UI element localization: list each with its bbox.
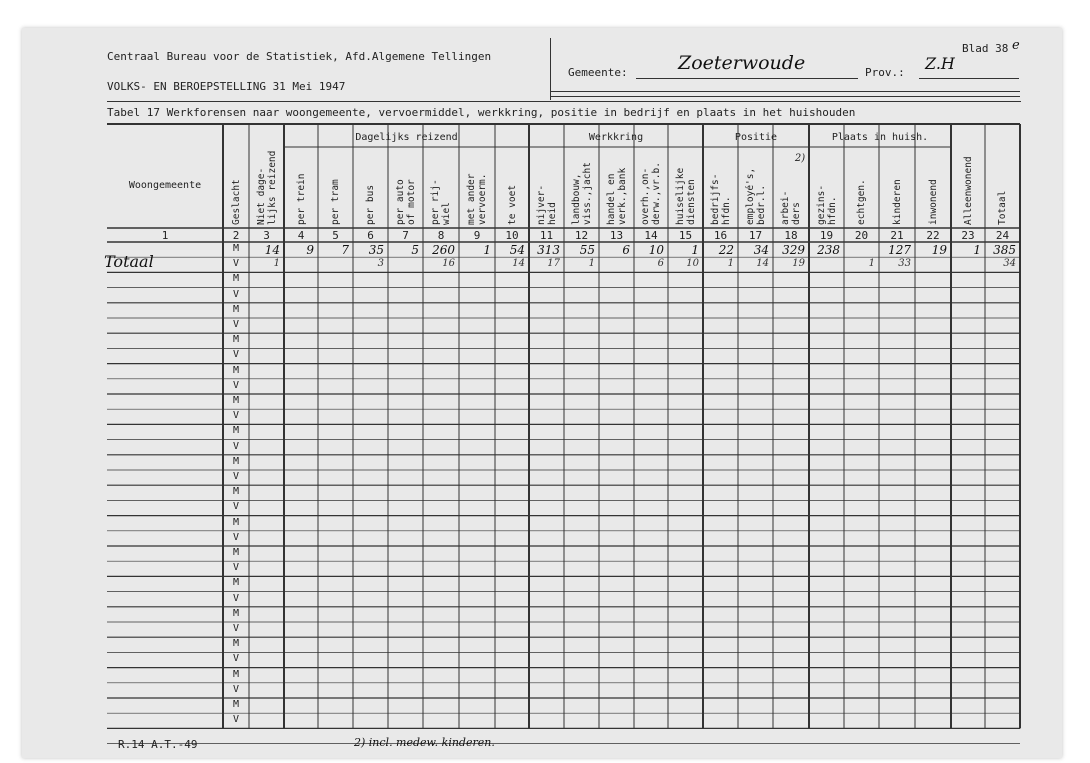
column-number: 10 <box>505 229 519 242</box>
column-header-line: Niet dage- <box>255 167 267 225</box>
column-number: 5 <box>332 229 339 242</box>
total-m-value: 22 <box>718 243 734 257</box>
total-v-value: 14 <box>756 258 769 270</box>
column-header-line: Alleenwonend <box>962 156 974 225</box>
sex-label: V <box>232 592 240 604</box>
column-header-line: per bus <box>365 184 376 225</box>
organization-heading: Centraal Bureau voor de Statistiek, Afd.Algemene Tellingen <box>107 50 492 63</box>
column-header <box>710 149 732 225</box>
column-header-line: employé's, <box>744 167 756 225</box>
column-number: 12 <box>574 229 589 242</box>
column-header <box>997 126 1008 225</box>
total-v-value: 3 <box>377 258 384 270</box>
column-header <box>606 149 628 225</box>
column-header-line: derw.,vr.b. <box>651 162 662 225</box>
sex-label: M <box>232 334 240 346</box>
column-header <box>963 126 974 225</box>
total-m-value: 9 <box>306 243 314 257</box>
total-m-value: 127 <box>888 243 911 257</box>
total-m-value: 329 <box>782 243 805 257</box>
gemeente-label: Gemeente: <box>568 66 628 79</box>
column-header <box>507 149 518 225</box>
column-number: 8 <box>437 229 445 242</box>
total-v-value: 6 <box>657 258 664 270</box>
sex-label: M <box>232 273 240 285</box>
sex-label: V <box>232 531 240 543</box>
sex-label: V <box>232 258 240 270</box>
sex-label: V <box>232 319 240 330</box>
blad-value: e <box>1012 38 1020 53</box>
column-header-line: hfdn. <box>826 196 838 225</box>
column-number: 15 <box>678 229 693 242</box>
total-v-value: 1 <box>727 258 734 270</box>
column-header <box>296 149 307 225</box>
column-header <box>571 149 593 225</box>
column-header-line: nijver- <box>535 184 547 225</box>
column-header <box>330 149 341 225</box>
column-header <box>892 149 903 225</box>
column-number: 21 <box>890 229 904 242</box>
column-header-line: bedrijfs- <box>709 173 721 225</box>
column-header-line: viss.,jacht <box>581 162 593 225</box>
column-header <box>466 149 488 225</box>
column-header-line: verk.,bank <box>616 167 628 225</box>
total-v-value: 1 <box>273 258 280 270</box>
column-header-line: hfdn. <box>720 196 732 225</box>
column-header-line: gezins- <box>815 184 827 225</box>
column-header <box>675 149 697 225</box>
sex-label: M <box>232 607 240 619</box>
column-header-line: te voet <box>506 184 518 225</box>
column-header <box>928 149 939 225</box>
column-header <box>816 149 838 225</box>
column-number: 11 <box>539 229 554 242</box>
total-m-value: 313 <box>537 243 560 257</box>
column-number: 20 <box>854 229 869 242</box>
census-title: VOLKS- EN BEROEPSTELLING 31 Mei 1947 <box>107 80 346 93</box>
column-header <box>430 149 452 225</box>
column-number: 9 <box>473 229 481 242</box>
sex-label: M <box>232 516 240 528</box>
total-m-value: 6 <box>622 243 630 257</box>
column-header-line: kinderen <box>891 179 903 225</box>
total-m-value: 34 <box>753 243 769 257</box>
total-v-value: 19 <box>792 258 805 270</box>
column-number: 14 <box>644 229 658 242</box>
sex-label: M <box>232 425 240 437</box>
total-m-value: 1 <box>973 243 981 257</box>
total-m-value: 19 <box>931 243 947 257</box>
column-header-line: diensten <box>685 179 697 225</box>
column-header-line: per rij- <box>430 179 441 225</box>
total-m-value: 260 <box>432 243 455 257</box>
column-number: 17 <box>748 229 763 242</box>
sex-label: M <box>232 668 240 680</box>
sex-label: M <box>232 455 240 467</box>
column-header <box>856 149 867 225</box>
column-number: 13 <box>609 229 624 242</box>
total-v-value: 34 <box>1003 258 1016 270</box>
column-header-line: huiselijke <box>674 167 686 225</box>
form-code: R.14 A.T.-49 <box>118 738 198 751</box>
total-m-value: 5 <box>411 243 419 257</box>
total-m-value: 55 <box>579 243 595 257</box>
column-header-line: vervoerm. <box>477 173 488 225</box>
column-header-line: Geslacht <box>230 179 242 225</box>
column-header-line: landbouw, <box>570 173 582 225</box>
column-header <box>395 149 417 225</box>
total-row-label: Totaal <box>104 252 154 271</box>
column-number: 6 <box>367 229 374 242</box>
column-header-woongemeente: Woongemeente <box>128 180 202 191</box>
column-header-line: handel en <box>605 173 617 225</box>
sex-label: M <box>232 303 240 315</box>
column-header-line: of motor <box>405 179 417 225</box>
sex-label: M <box>232 577 240 589</box>
column-header <box>745 149 767 225</box>
prov-value: Z.H <box>925 54 955 73</box>
sex-label: V <box>232 471 240 482</box>
group-header-plaats: Plaats in huish. <box>831 132 929 143</box>
sex-label: V <box>232 440 240 452</box>
column-header-line: per tram <box>330 179 341 225</box>
column-header-line: heid <box>546 202 558 225</box>
total-m-value: 54 <box>509 243 525 257</box>
sex-label: M <box>232 638 240 650</box>
column-header <box>640 149 662 225</box>
total-m-value: 14 <box>264 243 280 257</box>
sex-label: M <box>232 243 240 254</box>
column-header-line: per auto <box>394 179 406 225</box>
column-header-line: arbei- <box>780 190 791 225</box>
sex-label: V <box>232 562 240 574</box>
sex-label: V <box>232 379 240 391</box>
column-header-line: wiel <box>441 202 452 225</box>
sex-label: M <box>232 699 240 710</box>
column-header <box>231 126 242 225</box>
total-v-value: 17 <box>547 258 560 270</box>
sex-label: V <box>232 683 240 695</box>
column-header-line: overh.,on- <box>640 167 651 225</box>
total-m-value: 1 <box>483 243 491 257</box>
total-v-value: 1 <box>868 258 875 270</box>
total-v-value: 10 <box>686 258 699 270</box>
column-header-line: met ander <box>466 173 477 225</box>
total-m-value: 385 <box>993 243 1016 257</box>
column-number: 22 <box>926 229 940 242</box>
column-header <box>536 149 558 225</box>
sex-label: M <box>232 395 240 406</box>
column-header-line: per trein <box>295 173 307 225</box>
blad-label: Blad 38 <box>962 42 1009 55</box>
sex-label: V <box>232 623 240 634</box>
sex-label: M <box>232 547 240 558</box>
column-number: 7 <box>402 229 409 242</box>
column-header-line: lijks reizend <box>266 150 278 225</box>
column-number: 23 <box>961 229 975 242</box>
column-number: 1 <box>161 229 169 242</box>
table-title: Tabel 17 Werkforensen naar woongemeente, vervoermiddel, werkkring, positie in bedrijf en plaats in het huishouden <box>107 106 856 119</box>
sex-label: V <box>232 714 240 726</box>
column-number: 2 <box>232 229 240 242</box>
footnote-mark: 2) <box>794 153 806 164</box>
sex-label: V <box>232 501 240 513</box>
total-m-value: 1 <box>691 243 699 257</box>
column-header-line: bedr.l. <box>755 184 767 225</box>
sex-label: V <box>232 349 240 361</box>
group-header-dagelijks: Dagelijks reizend <box>355 132 458 143</box>
total-v-value: 1 <box>588 258 595 270</box>
sex-label: M <box>232 364 240 376</box>
footnote: 2) incl. medew. kinderen. <box>354 736 495 749</box>
column-number: 24 <box>995 229 1010 242</box>
sex-label: V <box>232 288 240 300</box>
sex-label: V <box>232 410 240 422</box>
census-form-sheet <box>22 28 1062 758</box>
total-m-value: 7 <box>341 243 349 257</box>
total-m-value: 10 <box>648 243 664 257</box>
total-v-value: 14 <box>512 258 525 270</box>
column-header-line: inwonend <box>927 179 939 225</box>
column-header <box>256 126 278 225</box>
column-number: 18 <box>784 229 798 242</box>
column-number: 16 <box>713 229 728 242</box>
total-m-value: 35 <box>368 243 384 257</box>
group-header-positie: Positie <box>734 132 778 143</box>
sex-label: V <box>232 653 240 665</box>
column-number: 3 <box>263 229 270 242</box>
group-header-werkkring: Werkkring <box>588 132 644 143</box>
column-number: 4 <box>297 229 305 242</box>
prov-label: Prov.: <box>865 66 905 79</box>
column-number: 19 <box>819 229 834 242</box>
gemeente-value: Zoeterwoude <box>678 52 806 74</box>
column-header-line: ders <box>791 202 802 225</box>
total-v-value: 33 <box>898 258 911 270</box>
column-header <box>365 149 376 225</box>
total-m-value: 238 <box>817 243 840 257</box>
total-v-value: 16 <box>442 258 455 270</box>
sex-label: M <box>232 486 240 498</box>
column-header-line: echtgen. <box>856 179 867 225</box>
column-header-line: Totaal <box>997 190 1008 225</box>
